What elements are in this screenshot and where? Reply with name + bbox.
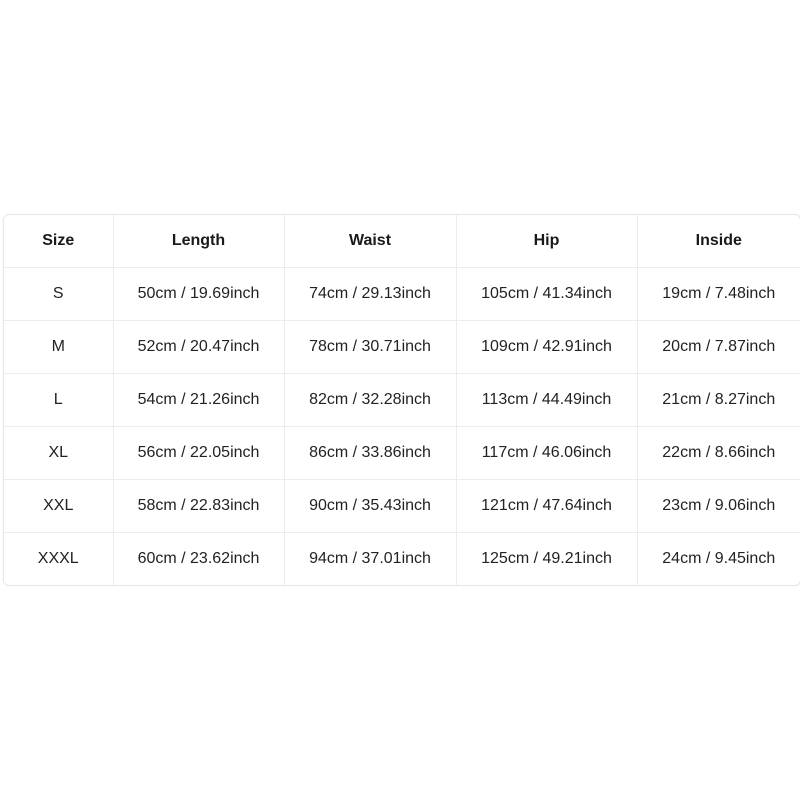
cell-inside: 21cm / 8.27inch <box>637 374 800 427</box>
cell-length: 54cm / 21.26inch <box>113 374 284 427</box>
size-chart <box>3 214 800 586</box>
size-table <box>4 215 800 585</box>
cell-length: 52cm / 20.47inch <box>113 321 284 374</box>
cell-size: XXXL <box>4 533 113 586</box>
cell-inside: 20cm / 7.87inch <box>637 321 800 374</box>
cell-length: 60cm / 23.62inch <box>113 533 284 586</box>
cell-waist: 78cm / 30.71inch <box>284 321 456 374</box>
cell-hip: 125cm / 49.21inch <box>456 533 637 586</box>
header-length: Length <box>113 215 284 268</box>
table-row <box>4 374 800 427</box>
cell-inside: 19cm / 7.48inch <box>637 268 800 321</box>
table-row <box>4 533 800 586</box>
cell-length: 50cm / 19.69inch <box>113 268 284 321</box>
cell-hip: 121cm / 47.64inch <box>456 480 637 533</box>
cell-hip: 113cm / 44.49inch <box>456 374 637 427</box>
table-row <box>4 427 800 480</box>
cell-inside: 22cm / 8.66inch <box>637 427 800 480</box>
cell-hip: 105cm / 41.34inch <box>456 268 637 321</box>
cell-size: XL <box>4 427 113 480</box>
cell-size: L <box>4 374 113 427</box>
header-inside: Inside <box>637 215 800 268</box>
cell-size: S <box>4 268 113 321</box>
header-size: Size <box>4 215 113 268</box>
header-row <box>4 215 800 268</box>
cell-length: 56cm / 22.05inch <box>113 427 284 480</box>
cell-size: M <box>4 321 113 374</box>
table-row <box>4 268 800 321</box>
header-waist: Waist <box>284 215 456 268</box>
cell-length: 58cm / 22.83inch <box>113 480 284 533</box>
header-hip: Hip <box>456 215 637 268</box>
cell-waist: 74cm / 29.13inch <box>284 268 456 321</box>
cell-hip: 109cm / 42.91inch <box>456 321 637 374</box>
cell-inside: 24cm / 9.45inch <box>662 550 776 567</box>
cell-waist: 90cm / 35.43inch <box>284 480 456 533</box>
cell-waist: 82cm / 32.28inch <box>284 374 456 427</box>
cell-size: XXL <box>4 480 113 533</box>
table-row <box>4 321 800 374</box>
cell-waist: 94cm / 37.01inch <box>284 533 456 586</box>
table-row <box>4 480 800 533</box>
cell-waist: 86cm / 33.86inch <box>284 427 456 480</box>
cell-hip: 117cm / 46.06inch <box>456 427 637 480</box>
cell-inside: 23cm / 9.06inch <box>637 480 800 533</box>
